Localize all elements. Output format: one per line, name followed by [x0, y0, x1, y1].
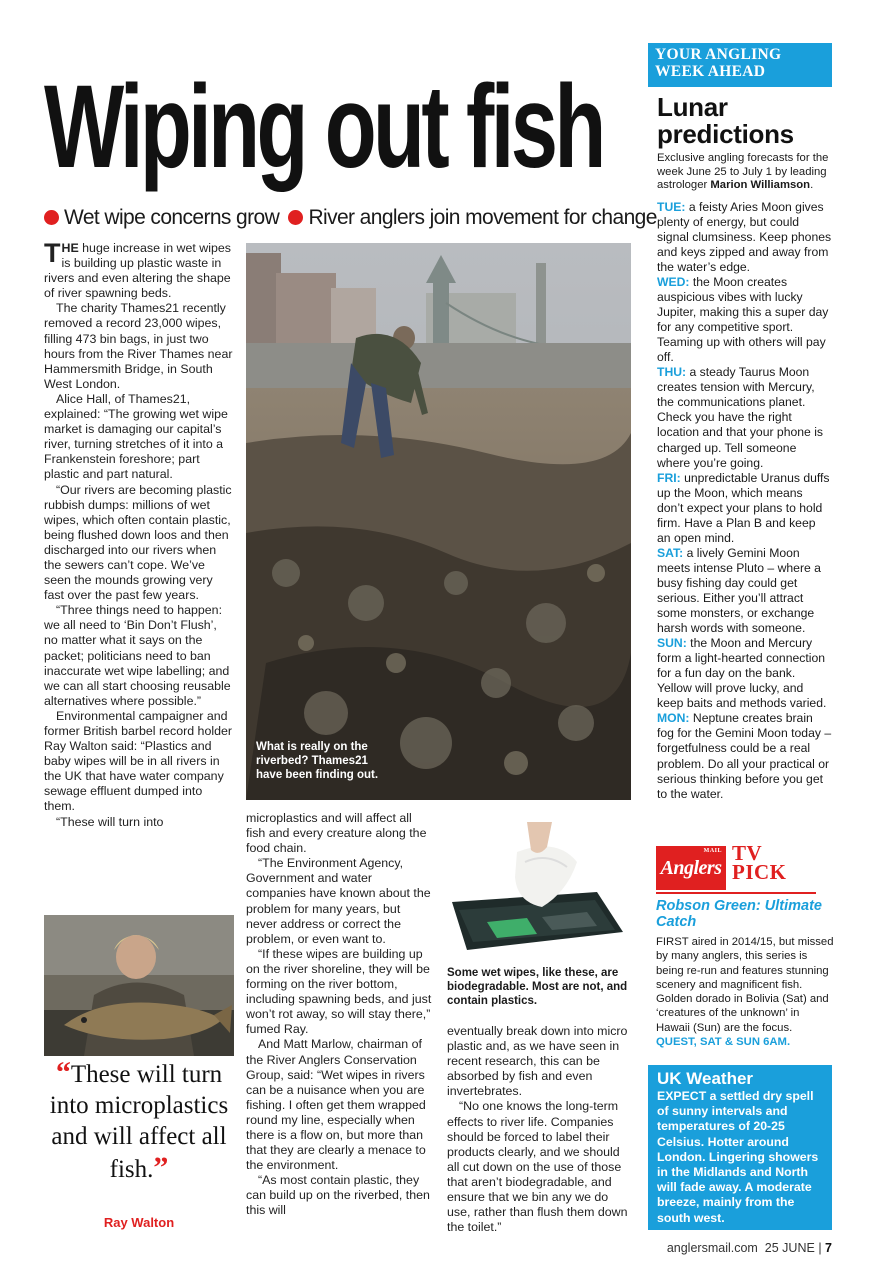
- article-column-3: [447, 1024, 635, 1235]
- forecast-day: WED: the Moon creates auspicious vibes with lucky Jupiter, making this a super day for any competitive sport. Teaming up with others will pay off.: [657, 275, 829, 365]
- paragraph-5: “Three things need to happen: we all need to ‘Bin Don’t Flush’, no matter what it says on the packet; politicians need to ban inaccurate wet wipe labelling; and we can all start choosing reusable alternatives where possible.”: [44, 603, 231, 708]
- ray-walton-photo-image: [44, 915, 234, 1056]
- forecast-day: FRI: unpredictable Uranus duffs up the Moon, which means don’t expect your plans to hold firm. Have a Plan B and keep an open mind.: [657, 470, 830, 545]
- open-quote-mark: “: [55, 1056, 71, 1089]
- wet-wipes-caption: Some wet wipes, like these, are biodegradable. Most are not, and contain plastics.: [447, 967, 628, 1007]
- article-strapline: [44, 206, 657, 230]
- paragraph-8: microplastics and will affect all fish and every creature along the food chain.: [246, 811, 427, 856]
- pull-quote-text: These will turn into microplastics and will affect all fish.: [49, 1061, 229, 1183]
- footer-date: 25 JUNE: [764, 1241, 815, 1255]
- pull-quote: [44, 1057, 234, 1185]
- weather-body: EXPECT a settled dry spell of sunny intervals and temperatures of 20-25 Celsius. Hotter around London. Lingering showers in the Midlands and North will fade away. A moderate breeze, mainly from the south west.: [657, 1089, 819, 1225]
- paragraph-9: “The Environment Agency, Government and water companies have known about the problem for many years, but never address or correct the problem, or even want to.: [246, 856, 431, 946]
- paragraph-10: “If these wipes are building up on the river shoreline, they will be forming on the river bottom, including spawning beds, and just won’t rot away, so will stay there,” fumed Ray.: [246, 946, 432, 1037]
- strap-1: Wet wipe concerns grow: [64, 206, 280, 229]
- paragraph-7: “These will turn into: [56, 814, 164, 829]
- forecast-list: [657, 200, 832, 802]
- paragraph-14: “No one knows the long-term effects to river life. Companies should be forced to label their products clearly, and we should all cut down on the use of those that aren’t biodegradable, and ensure that we bin any we do use, rather than flush them down the toilet.”: [447, 1099, 628, 1235]
- pull-quote-attribution: Ray Walton: [103, 1215, 175, 1230]
- paragraph-2: The charity Thames21 recently removed a record 23,000 wipes, filling 473 bin bags, in just two hours from the River Thames near Hammersmith Bridge, in South West London.: [44, 301, 233, 391]
- red-bullet-icon: [44, 210, 59, 225]
- ray-walton-photo: [44, 915, 234, 1056]
- paragraph-6: Environmental campaigner and former British barbel record holder Ray Walton said: “Plastics and baby wipes will be in all rivers in the UK that have water company sewage effluent dumped into them.: [44, 708, 233, 814]
- strap-2: River anglers join movement for change: [308, 206, 657, 229]
- paragraph-13: eventually break down into micro plastic and, as we have seen in recent research, this can be absorbed by fish and even invertebrates.: [447, 1024, 628, 1099]
- anglers-mail-logo: MAIL Anglers: [656, 846, 726, 890]
- riverbed-photo: [246, 243, 631, 800]
- sidebar-title: Lunar predictions: [657, 92, 794, 149]
- forecast-day: MON: Neptune creates brain fog for the Gemini Moon today – forgetfulness could be a real problem. Do all your practical or serious thinking before you get to the water.: [657, 711, 832, 801]
- drop-cap: T: [44, 238, 61, 268]
- paragraph-11: And Matt Marlow, chairman of the River Anglers Conservation Group, said: “Wet wipes in rivers can be a nuisance when you are fishing. I often get them wrapped round my line, especially when there is a flow on, but more than that they are clearly a menace to the environment.: [246, 1037, 426, 1173]
- tv-pick-body: FIRST aired in 2014/15, but missed by many anglers, this series is being re-run and features stunning scenery and magnificent fish. Golden dorado in Bolivia (Sat) and ‘creatures of the unknown’ in Hawaii (Sun) are the focus. QUEST, SAT & SUN 6AM.: [656, 936, 834, 1049]
- page-number: 7: [825, 1241, 832, 1255]
- riverbed-photo-image: [246, 243, 631, 800]
- forecast-day: SAT: a lively Gemini Moon meets intense Pluto – where a busy fishing day could get serious. Either you’ll attract some monsters, or exchange harsh words with someone.: [657, 545, 821, 636]
- forecast-day: SUN: the Moon and Mercury form a light-hearted connection for a fun day on the bank. Yellow will prove lucky, and keep baits and methods varied.: [657, 636, 827, 711]
- forecast-day: TUE: a feisty Aries Moon gives plenty of energy, but could signal clumsiness. Keep phones and keys zipped and away from the water’s edge.: [657, 199, 832, 274]
- page-footer: anglersmail.com 25 JUNE | 7: [666, 1241, 832, 1255]
- article-headline: Wiping out fish: [44, 61, 603, 193]
- red-bullet-icon: [288, 210, 303, 225]
- astrologer-name: Marion Williamson: [710, 179, 811, 192]
- paragraph-12: “As most contain plastic, they can build up on the riverbed, then this will: [246, 1173, 430, 1218]
- forecast-day: THU: a steady Taurus Moon creates tension with Mercury, the communications planet. Check you have the right location and that your phone is charged up. Tell someone where you’re going.: [657, 365, 824, 470]
- uk-weather-box: [648, 1065, 832, 1230]
- wet-wipes-photo-image: [447, 822, 631, 960]
- riverbed-photo-caption: What is really on the riverbed? Thames21 have been finding out.: [256, 741, 379, 781]
- tv-show-title: Robson Green: Ultimate Catch: [656, 898, 822, 930]
- weather-title: UK Weather: [657, 1069, 754, 1088]
- paragraph-4: “Our rivers are becoming plastic rubbish dumps: millions of wet wipes, which often contain plastic, being flushed down loos and then discharged into our rivers when the sewers can’t cope. We’ve seen the mounds growing very fast over the past few years.: [44, 482, 232, 603]
- lunar-sidebar: [648, 43, 832, 802]
- tv-schedule: QUEST, SAT & SUN 6AM.: [656, 1036, 791, 1049]
- paragraph-3: Alice Hall, of Thames21, explained: “The growing wet wipe market is damaging our capital’s river, turning stretches of it into a Frankenstein foreshore; part plastic and part natural.: [44, 391, 228, 482]
- close-quote-mark: ”: [153, 1151, 169, 1184]
- paragraph-1: THE huge increase in wet wipes is building up plastic waste in rivers and even altering the shape of river spawning beds.: [44, 238, 231, 301]
- wet-wipes-photo: [447, 822, 631, 960]
- sidebar-banner: YOUR ANGLING WEEK AHEAD: [648, 43, 832, 87]
- footer-site: anglersmail.com: [666, 1241, 758, 1255]
- article-column-2: [246, 811, 434, 1219]
- sidebar-intro: Exclusive angling forecasts for the week June 25 to July 1 by leading astrologer Marion Williamson.: [657, 152, 829, 192]
- article-column-1: [44, 238, 234, 830]
- tv-pick-heading: TV PICK: [732, 841, 787, 884]
- tv-pick-rule: [656, 892, 816, 894]
